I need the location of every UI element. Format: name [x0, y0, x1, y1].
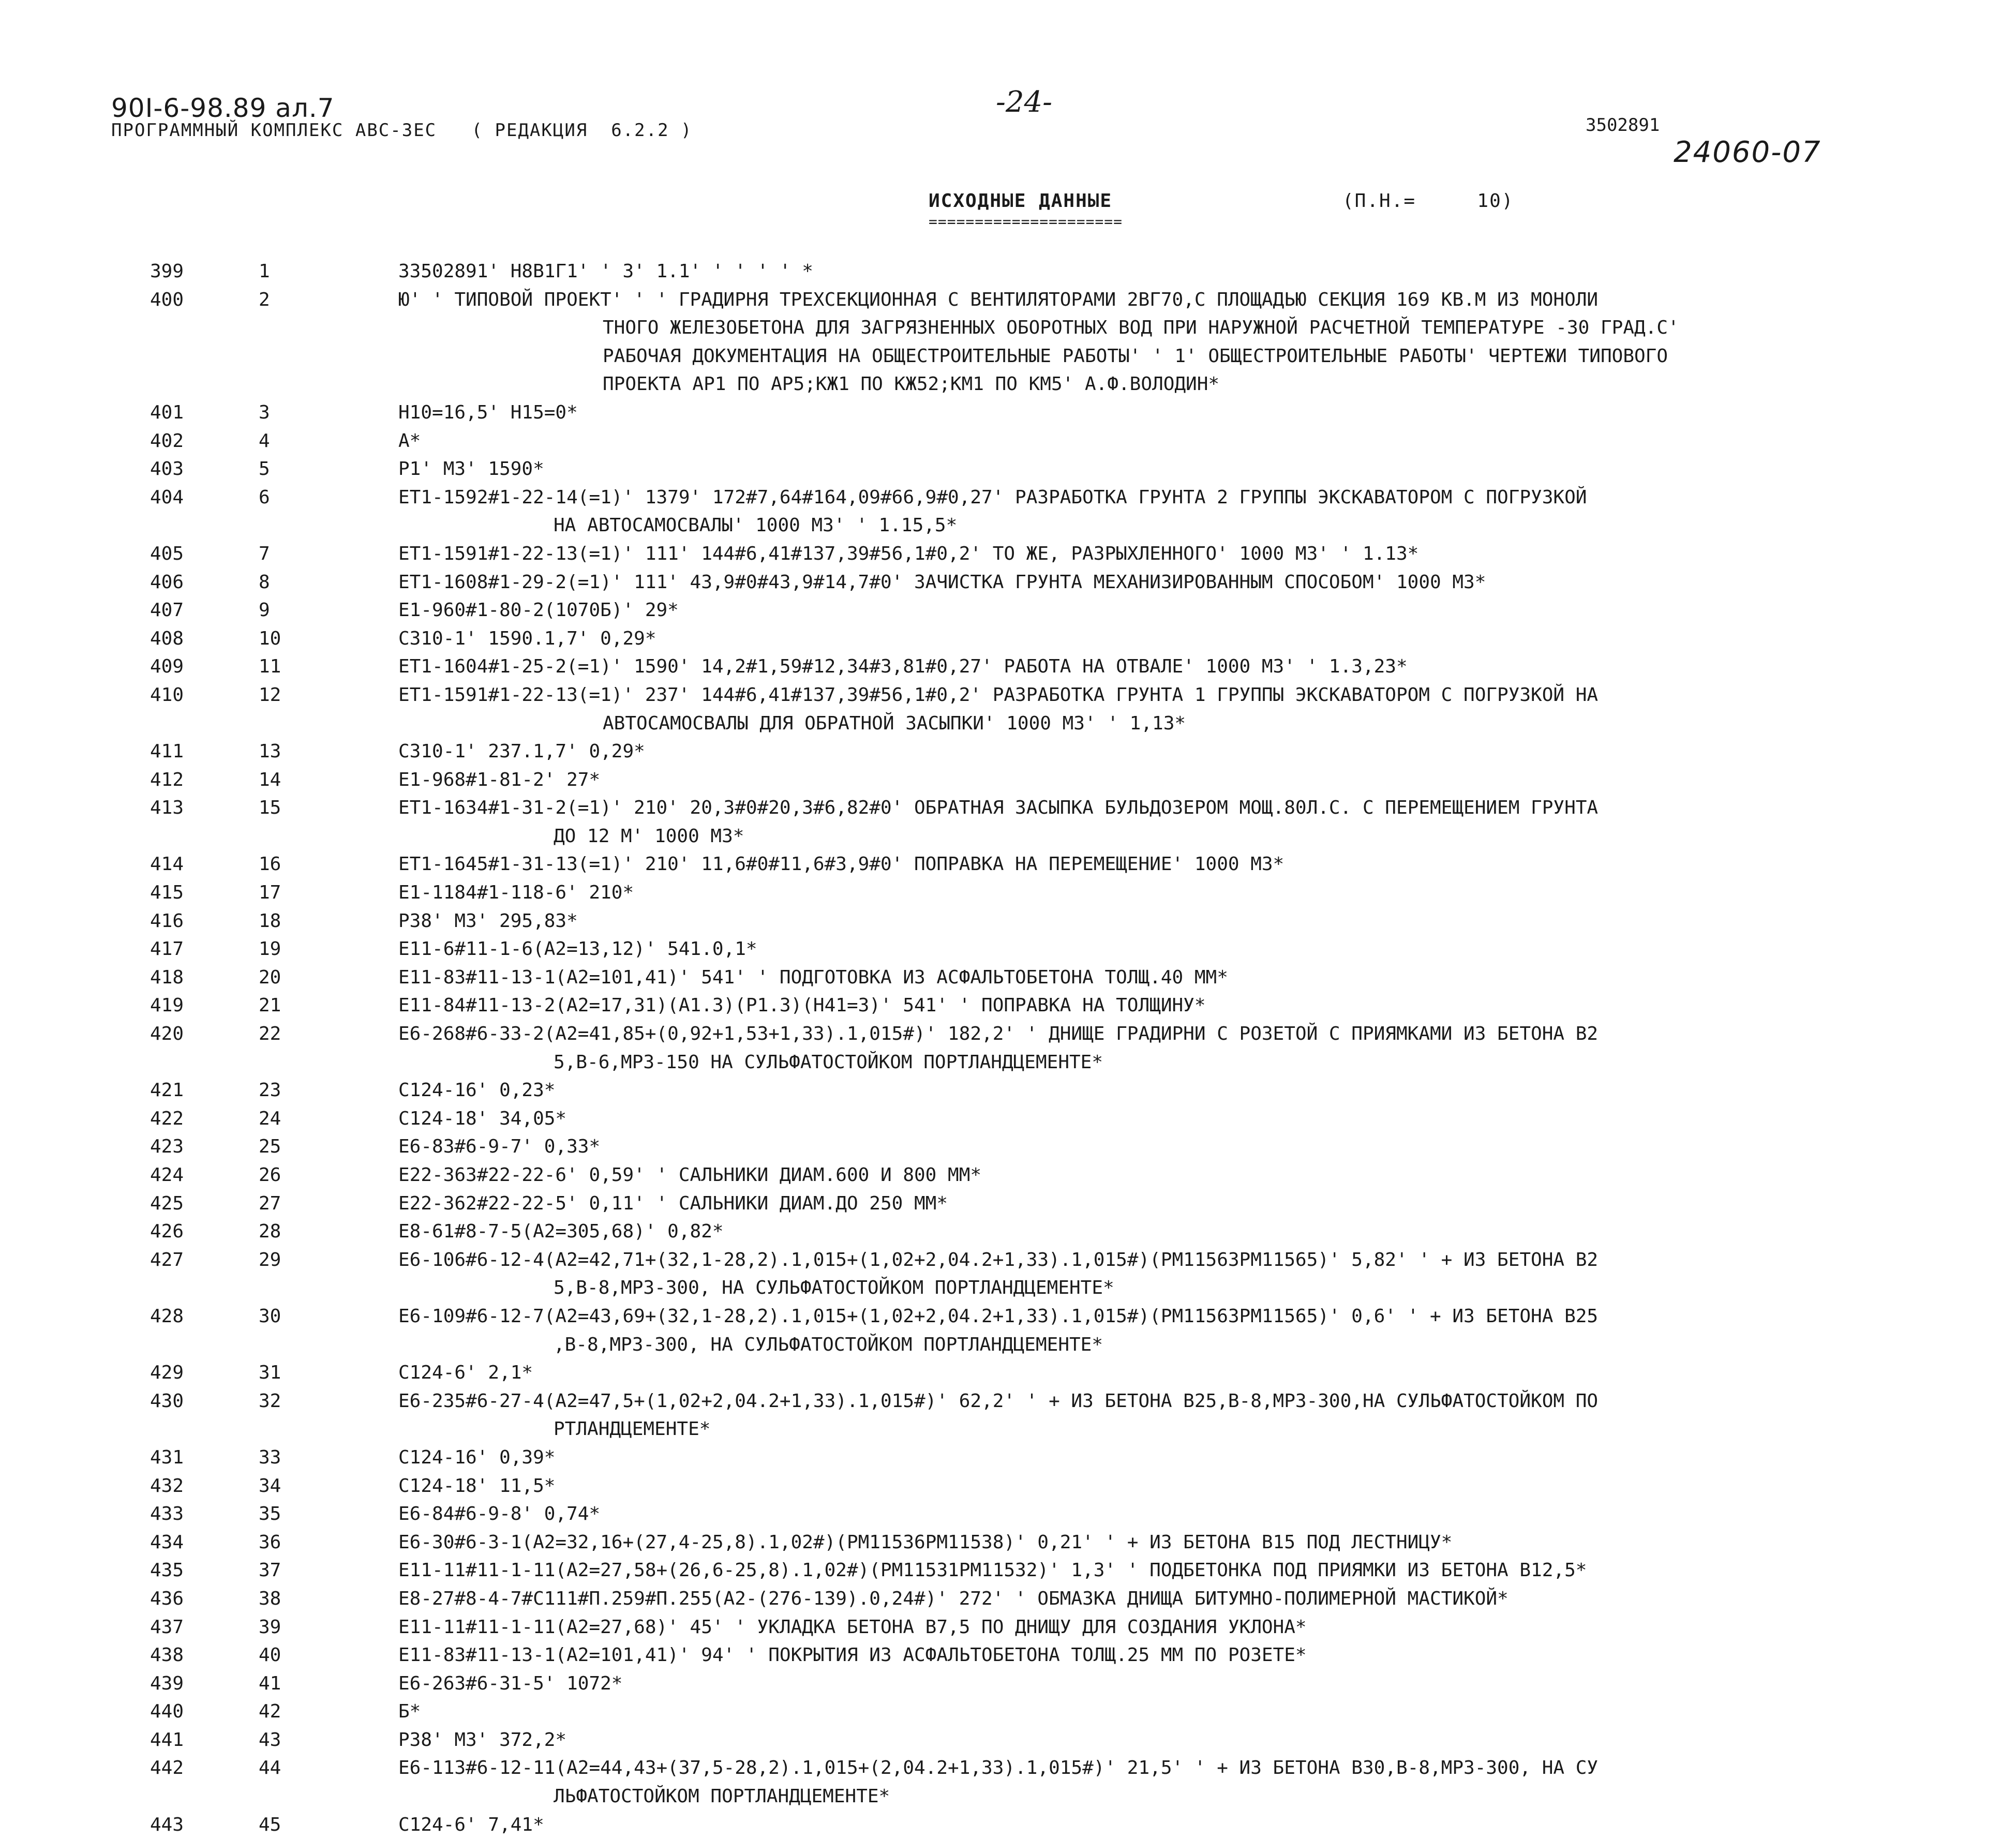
listing-row	[0, 935, 2016, 964]
record-text: 5,В-6,МРЗ-150 НА СУЛЬФАТОСТОЙКОМ ПОРТЛАНДЦЕМЕНТЕ*	[554, 1051, 1103, 1073]
record-text: Р1' М3' 1590*	[398, 458, 544, 480]
listing-row	[0, 1726, 2016, 1755]
record-number: 11	[259, 656, 281, 678]
record-number: 42	[259, 1701, 281, 1723]
record-number: 20	[259, 966, 281, 988]
listing-row	[0, 1613, 2016, 1642]
listing-row	[0, 1754, 2016, 1783]
listing-row	[0, 1557, 2016, 1585]
record-text: Б*	[398, 1701, 421, 1723]
line-number: 443	[150, 1814, 184, 1835]
line-number: 402	[150, 430, 184, 452]
listing-row	[0, 399, 2016, 427]
record-number: 36	[259, 1531, 281, 1553]
record-number: 13	[259, 741, 281, 762]
record-text: Е1-960#1-80-2(1070Б)' 29*	[398, 600, 679, 621]
record-number: 25	[259, 1136, 281, 1158]
record-number: 9	[259, 600, 270, 621]
line-number: 432	[150, 1475, 184, 1497]
listing-row	[0, 1359, 2016, 1387]
printed-code: 3502891	[1586, 115, 1660, 136]
record-text: А*	[398, 430, 421, 452]
record-number: 35	[259, 1503, 281, 1525]
listing-row	[0, 1133, 2016, 1161]
record-number: 4	[259, 430, 270, 452]
listing-row	[0, 879, 2016, 907]
record-text: ЕТ1-1592#1-22-14(=1)' 1379' 172#7,64#164,09#66,9#0,27' РАЗРАБОТКА ГРУНТА 2 ГРУППЫ ЭКСКАВАТОРОМ С ПОГРУЗКОЙ	[398, 486, 1587, 508]
listing-row	[0, 569, 2016, 597]
record-number: 1	[259, 261, 270, 282]
listing-row	[0, 1585, 2016, 1613]
record-number: 3	[259, 401, 270, 423]
record-text: РТЛАНДЦЕМЕНТЕ*	[554, 1418, 711, 1440]
listing-row	[0, 1529, 2016, 1557]
listing-row	[0, 1218, 2016, 1246]
record-text: Е11-83#11-13-1(А2=101,41)' 94' ' ПОКРЫТИЯ ИЗ АСФАЛЬТОБЕТОНА ТОЛЩ.25 ММ ПО РОЗЕТЕ*	[398, 1644, 1307, 1666]
listing-row	[0, 1303, 2016, 1331]
record-number: 27	[259, 1192, 281, 1214]
line-number: 408	[150, 627, 184, 649]
record-number: 7	[259, 543, 270, 564]
record-text: Е6-83#6-9-7' 0,33*	[398, 1136, 601, 1158]
record-number: 19	[259, 938, 281, 960]
page-number: -24-	[996, 85, 1053, 119]
listing-row	[0, 484, 2016, 512]
record-text: ЕТ1-1608#1-29-2(=1)' 111' 43,9#0#43,9#14,7#0' ЗАЧИСТКА ГРУНТА МЕХАНИЗИРОВАННЫМ СПОСОБОМ' 1000 М3*	[398, 571, 1486, 593]
listing-row	[0, 738, 2016, 766]
record-text: Ю' ' ТИПОВОЙ ПРОЕКТ' ' ' ГРАДИРНЯ ТРЕХСЕКЦИОННАЯ С ВЕНТИЛЯТОРАМИ 2ВГ70,С ПЛОЩАДЬЮ СЕКЦИЯ 169 КВ.М ИЗ МОНОЛИ	[398, 289, 1599, 310]
record-number: 41	[259, 1672, 281, 1694]
line-number: 437	[150, 1616, 184, 1638]
line-number: 426	[150, 1221, 184, 1243]
record-text: ЛЬФАТОСТОЙКОМ ПОРТЛАНДЦЕМЕНТЕ*	[554, 1786, 890, 1807]
listing-row	[0, 512, 2016, 540]
line-number: 422	[150, 1108, 184, 1129]
line-number: 412	[150, 769, 184, 790]
line-number: 430	[150, 1390, 184, 1412]
line-number: 441	[150, 1729, 184, 1751]
record-text: Е6-84#6-9-8' 0,74*	[398, 1503, 601, 1525]
line-number: 413	[150, 797, 184, 819]
record-text: Н10=16,5' Н15=0*	[398, 401, 578, 423]
listing-row	[0, 1811, 2016, 1839]
line-number: 427	[150, 1249, 184, 1270]
listing-row	[0, 710, 2016, 738]
record-number: 45	[259, 1814, 281, 1835]
record-number: 26	[259, 1164, 281, 1186]
record-text: ТНОГО ЖЕЛЕЗОБЕТОНА ДЛЯ ЗАГРЯЗНЕННЫХ ОБОРОТНЫХ ВОД ПРИ НАРУЖНОЙ РАСЧЕТНОЙ ТЕМПЕРАТУРЕ -30 ГРАД.С'	[603, 317, 1679, 339]
listing-row	[0, 455, 2016, 484]
record-text: Е6-235#6-27-4(А2=47,5+(1,02+2,04.2+1,33).1,015#)' 62,2' ' + ИЗ БЕТОНА В25,В-8,МРЗ-300,НА СУЛЬФАТОСТОЙКОМ ПО	[398, 1390, 1599, 1412]
record-number: 40	[259, 1644, 281, 1666]
record-text: С124-16' 0,39*	[398, 1446, 556, 1468]
listing-row	[0, 1161, 2016, 1190]
line-number: 423	[150, 1136, 184, 1158]
line-number: 436	[150, 1588, 184, 1609]
line-number: 414	[150, 854, 184, 875]
line-number: 415	[150, 882, 184, 904]
section-underline: =====================	[929, 213, 1123, 230]
line-number: 409	[150, 656, 184, 678]
listing-row	[0, 625, 2016, 653]
listing-row	[0, 794, 2016, 823]
record-number: 21	[259, 995, 281, 1016]
listing-row	[0, 596, 2016, 625]
line-number: 400	[150, 289, 184, 310]
line-number: 411	[150, 741, 184, 762]
record-number: 43	[259, 1729, 281, 1751]
record-number: 6	[259, 486, 270, 508]
listing-row	[0, 1020, 2016, 1049]
record-number: 23	[259, 1080, 281, 1101]
listing-row	[0, 1641, 2016, 1670]
record-text: Е8-61#8-7-5(А2=305,68)' 0,82*	[398, 1221, 724, 1243]
record-text: Е22-362#22-22-5' 0,11' ' САЛЬНИКИ ДИАМ.ДО 250 ММ*	[398, 1192, 948, 1214]
record-number: 14	[259, 769, 281, 790]
record-text: С124-18' 34,05*	[398, 1108, 567, 1129]
line-number: 433	[150, 1503, 184, 1525]
listing-row	[0, 1077, 2016, 1105]
record-text: РАБОЧАЯ ДОКУМЕНТАЦИЯ НА ОБЩЕСТРОИТЕЛЬНЫЕ РАБОТЫ' ' 1' ОБЩЕСТРОИТЕЛЬНЫЕ РАБОТЫ' ЧЕРТЕЖИ ТИПОВОГО	[603, 345, 1668, 367]
record-text: ,В-8,МРЗ-300, НА СУЛЬФАТОСТОЙКОМ ПОРТЛАНДЦЕМЕНТЕ*	[554, 1334, 1103, 1355]
listing-row	[0, 1387, 2016, 1416]
record-text: Е11-11#11-1-11(А2=27,68)' 45' ' УКЛАДКА БЕТОНА В7,5 ПО ДНИЩУ ДЛЯ СОЗДАНИЯ УКЛОНА*	[398, 1616, 1307, 1638]
line-number: 440	[150, 1701, 184, 1723]
line-number: 410	[150, 684, 184, 706]
listing-rows	[0, 258, 2016, 1839]
record-number: 39	[259, 1616, 281, 1638]
listing-row	[0, 823, 2016, 851]
listing-row	[0, 964, 2016, 992]
line-number: 442	[150, 1757, 184, 1779]
record-number: 44	[259, 1757, 281, 1779]
listing-row	[0, 1105, 2016, 1133]
listing-row	[0, 992, 2016, 1020]
record-text: Е6-30#6-3-1(А2=32,16+(27,4-25,8).1,02#)(РМ11536РМ11538)' 0,21' ' + ИЗ БЕТОНА В15 ПОД ЛЕСТНИЦУ*	[398, 1531, 1453, 1553]
line-number: 438	[150, 1644, 184, 1666]
record-text: Е6-263#6-31-5' 1072*	[398, 1672, 623, 1694]
record-text: С124-18' 11,5*	[398, 1475, 556, 1497]
listing-row	[0, 653, 2016, 681]
record-number: 2	[259, 289, 270, 310]
line-number: 405	[150, 543, 184, 564]
record-text: ПРОЕКТА АР1 ПО АР5;КЖ1 ПО КЖ52;КМ1 ПО КМ5' А.Ф.ВОЛОДИН*	[603, 373, 1220, 395]
record-number: 37	[259, 1560, 281, 1581]
listing-row	[0, 1190, 2016, 1218]
record-number: 22	[259, 1023, 281, 1045]
line-number: 399	[150, 261, 184, 282]
record-number: 29	[259, 1249, 281, 1270]
listing-row	[0, 1274, 2016, 1303]
line-number: 428	[150, 1305, 184, 1327]
record-number: 17	[259, 882, 281, 904]
listing-row	[0, 314, 2016, 342]
listing-row	[0, 1331, 2016, 1359]
listing-row	[0, 907, 2016, 936]
record-text: Е11-11#11-1-11(А2=27,58+(26,6-25,8).1,02#)(РМ11531РМ11532)' 1,3' ' ПОДБЕТОНКА ПОД ПРИЯМКИ ИЗ БЕТОНА В12,5*	[398, 1560, 1587, 1581]
listing-row	[0, 427, 2016, 456]
listing-row	[0, 1444, 2016, 1472]
record-text: ЕТ1-1645#1-31-13(=1)' 210' 11,6#0#11,6#3,9#0' ПОПРАВКА НА ПЕРЕМЕЩЕНИЕ' 1000 М3*	[398, 854, 1285, 875]
listing-row	[0, 540, 2016, 569]
record-text: 5,В-8,МРЗ-300, НА СУЛЬФАТОСТОЙКОМ ПОРТЛАНДЦЕМЕНТЕ*	[554, 1277, 1114, 1299]
record-text: С124-16' 0,23*	[398, 1080, 556, 1101]
record-text: С310-1' 237.1,7' 0,29*	[398, 741, 645, 762]
record-number: 30	[259, 1305, 281, 1327]
record-text: ДО 12 М' 1000 М3*	[554, 825, 744, 847]
line-number: 418	[150, 966, 184, 988]
line-number: 419	[150, 995, 184, 1016]
line-number: 421	[150, 1080, 184, 1101]
section-title: ИСХОДНЫЕ ДАННЫЕ	[929, 190, 1113, 212]
record-text: Е6-106#6-12-4(А2=42,71+(32,1-28,2).1,015+(1,02+2,04.2+1,33).1,015#)(РМ11563РМ11565)' 5,82' ' + ИЗ БЕТОНА В2	[398, 1249, 1599, 1270]
line-number: 439	[150, 1672, 184, 1694]
record-text: Е1-968#1-81-2' 27*	[398, 769, 601, 790]
listing-row	[0, 1783, 2016, 1811]
record-number: 10	[259, 627, 281, 649]
record-text: Е11-83#11-13-1(А2=101,41)' 541' ' ПОДГОТОВКА ИЗ АСФАЛЬТОБЕТОНА ТОЛЩ.40 ММ*	[398, 966, 1228, 988]
record-text: ЕТ1-1591#1-22-13(=1)' 111' 144#6,41#137,39#56,1#0,2' ТО ЖЕ, РАЗРЫХЛЕННОГО' 1000 М3' ' 1.13*	[398, 543, 1419, 564]
record-number: 8	[259, 571, 270, 593]
record-number: 31	[259, 1362, 281, 1384]
record-number: 5	[259, 458, 270, 480]
listing-row	[0, 1500, 2016, 1529]
line-number: 435	[150, 1560, 184, 1581]
record-number: 16	[259, 854, 281, 875]
record-text: Е22-363#22-22-6' 0,59' ' САЛЬНИКИ ДИАМ.600 И 800 ММ*	[398, 1164, 982, 1186]
record-text: ЕТ1-1634#1-31-2(=1)' 210' 20,3#0#20,3#6,82#0' ОБРАТНАЯ ЗАСЫПКА БУЛЬДОЗЕРОМ МОЩ.80Л.С. С ПЕРЕМЕЩЕНИЕМ ГРУНТА	[398, 797, 1599, 819]
record-number: 32	[259, 1390, 281, 1412]
program-name: ПРОГРАММНЫЙ КОМПЛЕКС АВС-3ЕС ( РЕДАКЦИЯ 6.2.2 )	[111, 120, 693, 141]
record-text: Е1-1184#1-118-6' 210*	[398, 882, 634, 904]
record-text: Р38' М3' 295,83*	[398, 910, 578, 932]
line-number: 416	[150, 910, 184, 932]
record-number: 12	[259, 684, 281, 706]
line-number: 403	[150, 458, 184, 480]
listing-row	[0, 1698, 2016, 1726]
listing-row	[0, 1472, 2016, 1501]
listing-row	[0, 258, 2016, 286]
record-number: 24	[259, 1108, 281, 1129]
record-text: Е6-268#6-33-2(А2=41,85+(0,92+1,53+1,33).1,015#)' 182,2' ' ДНИЩЕ ГРАДИРНИ С РОЗЕТОЙ С ПРИЯМКАМИ ИЗ БЕТОНА В2	[398, 1023, 1599, 1045]
listing-row	[0, 1049, 2016, 1077]
listing-row	[0, 286, 2016, 315]
line-number: 401	[150, 401, 184, 423]
record-number: 18	[259, 910, 281, 932]
listing-row	[0, 370, 2016, 399]
record-text: 33502891' Н8В1Г1' ' 3' 1.1' ' ' ' ' *	[398, 261, 813, 282]
record-text: ЕТ1-1604#1-25-2(=1)' 1590' 14,2#1,59#12,34#3,81#0,27' РАБОТА НА ОТВАЛЕ' 1000 М3' ' 1.3,23*	[398, 656, 1408, 678]
listing-row	[0, 766, 2016, 795]
listing-row	[0, 1415, 2016, 1444]
line-number: 431	[150, 1446, 184, 1468]
record-text: АВТОСАМОСВАЛЫ ДЛЯ ОБРАТНОЙ ЗАСЫПКИ' 1000 М3' ' 1,13*	[603, 712, 1186, 734]
listing-row	[0, 681, 2016, 710]
record-text: НА АВТОСАМОСВАЛЫ' 1000 М3' ' 1.15,5*	[554, 515, 958, 536]
record-number: 33	[259, 1446, 281, 1468]
line-number: 424	[150, 1164, 184, 1186]
record-number: 15	[259, 797, 281, 819]
record-text: Р38' М3' 372,2*	[398, 1729, 567, 1751]
record-text: Е6-109#6-12-7(А2=43,69+(32,1-28,2).1,015+(1,02+2,04.2+1,33).1,015#)(РМ11563РМ11565)' 0,6' ' + ИЗ БЕТОНА В25	[398, 1305, 1599, 1327]
record-text: ЕТ1-1591#1-22-13(=1)' 237' 144#6,41#137,39#56,1#0,2' РАЗРАБОТКА ГРУНТА 1 ГРУППЫ ЭКСКАВАТОРОМ С ПОГРУЗКОЙ НА	[398, 684, 1599, 706]
listing-row	[0, 342, 2016, 371]
section-page-label: (П.Н.= 10)	[1342, 190, 1514, 212]
record-text: Е6-113#6-12-11(А2=44,43+(37,5-28,2).1,015+(2,04.2+1,33).1,015#)' 21,5' ' + ИЗ БЕТОНА В30,В-8,МРЗ-300, НА СУ	[398, 1757, 1599, 1779]
record-text: С124-6' 2,1*	[398, 1362, 533, 1384]
line-number: 420	[150, 1023, 184, 1045]
record-text: С310-1' 1590.1,7' 0,29*	[398, 627, 656, 649]
record-number: 38	[259, 1588, 281, 1609]
line-number: 407	[150, 600, 184, 621]
record-text: Е11-84#11-13-2(А2=17,31)(А1.3)(Р1.3)(Н41=3)' 541' ' ПОПРАВКА НА ТОЛЩИНУ*	[398, 995, 1206, 1016]
line-number: 406	[150, 571, 184, 593]
record-number: 28	[259, 1221, 281, 1243]
listing-row	[0, 1670, 2016, 1698]
document-reference: 90I-6-98.89 ал.7	[111, 93, 335, 123]
line-number: 429	[150, 1362, 184, 1384]
listing-row	[0, 1246, 2016, 1275]
line-number: 417	[150, 938, 184, 960]
line-number: 434	[150, 1531, 184, 1553]
line-number: 404	[150, 486, 184, 508]
record-text: Е11-6#11-1-6(А2=13,12)' 541.0,1*	[398, 938, 757, 960]
listing-row	[0, 850, 2016, 879]
record-text: Е8-27#8-4-7#С111#П.259#П.255(А2-(276-139).0,24#)' 272' ' ОБМАЗКА ДНИЩА БИТУМНО-ПОЛИМЕРНОЙ МАСТИКОЙ*	[398, 1588, 1509, 1609]
record-text: С124-6' 7,41*	[398, 1814, 544, 1835]
line-number: 425	[150, 1192, 184, 1214]
record-number: 34	[259, 1475, 281, 1497]
handwritten-code: 24060-07	[1674, 136, 1821, 169]
